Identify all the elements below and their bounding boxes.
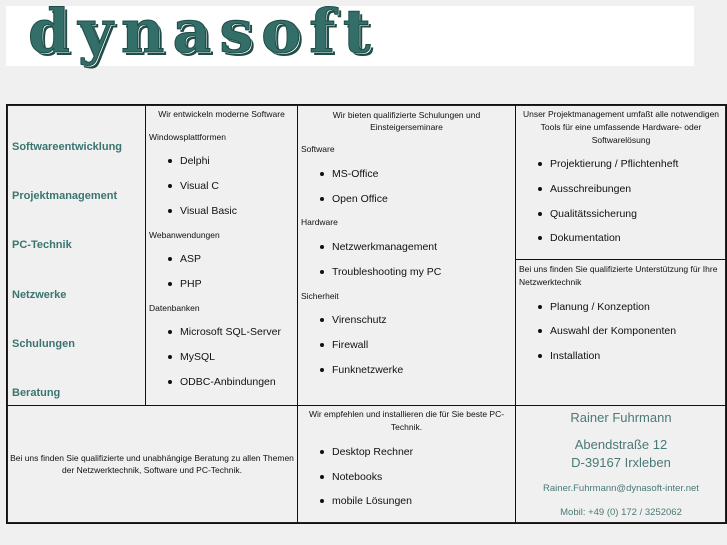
list-item: Planung / Konzeption [550,301,650,313]
projekt-header: Unser Projektmanagement umfaßt alle notwendigen [522,109,720,119]
netzwerk-cell [515,259,727,406]
beratung-cell [6,405,298,524]
list-item: Firewall [332,339,369,351]
projekt-header: Tools für eine umfassende Hardware- oder [540,122,702,132]
group-title: Webanwendungen [149,230,220,240]
logo-text: dynasoft [28,0,379,67]
list-item: Visual Basic [180,205,238,217]
schulungen-header: Wir bieten qualifizierte Schulungen und [332,110,481,120]
list-item: Auswahl der Komponenten [550,325,677,337]
list-item: Notebooks [332,471,383,483]
pctechnik-header: Technik. [390,422,423,432]
contact-phone: Mobil: +49 (0) 172 / 3252062 [560,507,682,518]
beratung-text: Bei uns finden Sie qualifizierte und unabhängige Beratung zu allen Themen [10,453,294,463]
list-item: Projektierung / Pflichtenheft [550,158,679,170]
projekt-header: Softwarelösung [591,135,651,145]
nav-projektmanagement[interactable]: Projektmanagement [12,190,118,202]
nav-netzwerke[interactable]: Netzwerke [12,289,67,301]
group-title: Windowsplattformen [149,132,227,142]
pctechnik-cell [297,405,516,524]
group-title: Hardware [301,217,338,227]
schulungen-cell [297,104,516,406]
nav-beratung[interactable]: Beratung [12,387,61,399]
nav-pc-technik[interactable]: PC-Technik [12,239,72,251]
list-item: Visual C [180,180,219,192]
contact-name: Rainer Fuhrmann [570,410,672,425]
list-item: Open Office [332,193,388,205]
list-item: MySQL [180,351,216,363]
group-title: Software [301,144,335,154]
software-header: Wir entwickeln moderne Software [158,109,285,119]
contact-email-link[interactable]: Rainer.Fuhrmann@dynasoft-inter.net [543,483,699,494]
list-item: ODBC-Anbindungen [180,376,276,388]
contact-cell [515,405,727,524]
list-item: Netzwerkmanagement [332,241,438,253]
list-item: ASP [180,253,202,265]
nav-softwareentwicklung[interactable]: Softwareentwicklung [12,141,123,153]
list-item: Funknetzwerke [332,364,404,376]
nav-schulungen[interactable]: Schulungen [12,338,75,350]
list-item: Delphi [180,155,210,167]
list-item: Desktop Rechner [332,446,414,458]
list-item: Troubleshooting my PC [332,266,442,278]
logo [6,0,694,67]
projekt-cell [515,104,727,260]
schulungen-header: Einsteigerseminare [370,122,443,132]
nav-column [6,104,146,406]
contact-street: Abendstraße 12 [574,437,668,452]
list-item: mobile Lösungen [332,495,412,507]
list-item: Virenschutz [332,314,387,326]
list-item: Microsoft SQL-Server [180,326,281,338]
netzwerk-header: Bei uns finden Sie qualifizierte Unterstützung für Ihre [519,264,718,274]
contact-city: D-39167 Irxleben [571,455,671,470]
list-item: Dokumentation [550,232,621,244]
beratung-text: der Netzwerktechnik, Software und PC-Technik. [62,465,242,475]
software-cell [145,104,298,406]
list-item: Installation [550,350,601,362]
list-item: Qualitätssicherung [550,208,637,220]
netzwerk-header: Netzwerktechnik [519,277,582,287]
list-item: MS-Office [332,168,379,180]
group-title: Datenbanken [149,303,200,313]
pctechnik-header: Wir empfehlen und installieren die für Sie beste PC- [308,409,505,419]
group-title: Sicherheit [301,291,339,301]
list-item: PHP [180,278,202,290]
list-item: Ausschreibungen [550,183,632,195]
